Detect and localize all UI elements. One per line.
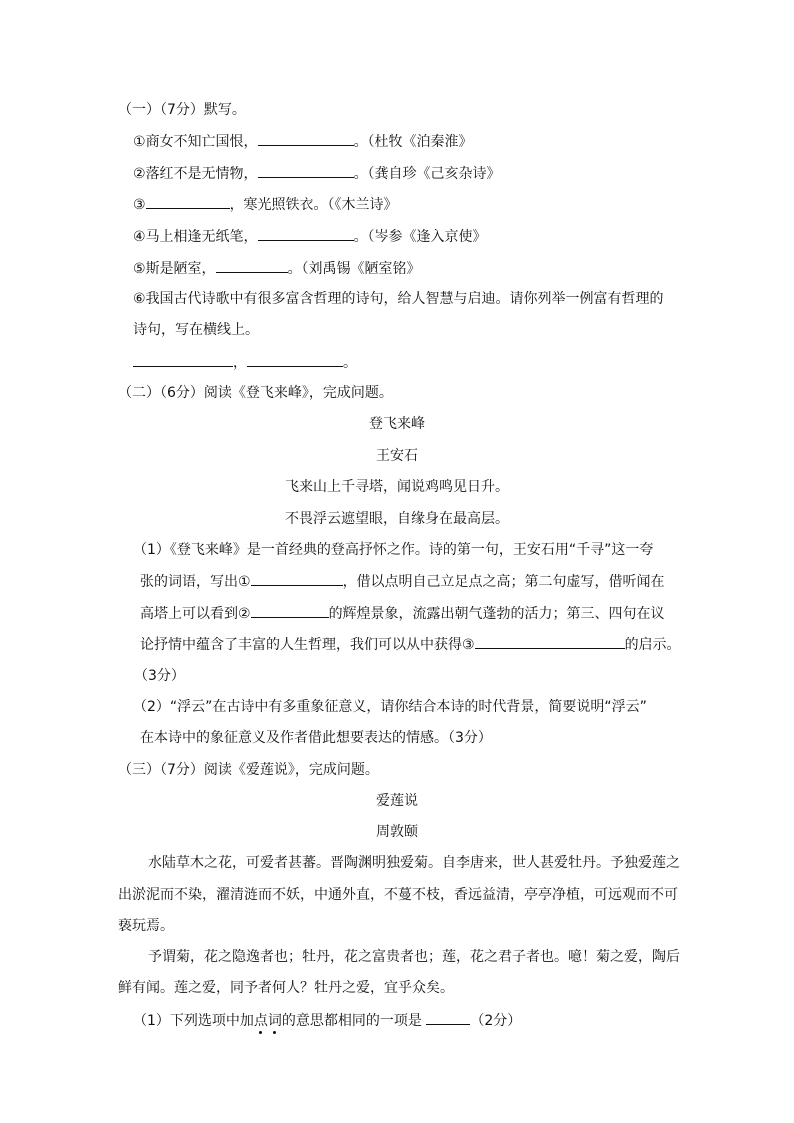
item-text-after: 。（杜牧《泊秦淮》 — [353, 134, 473, 150]
text: 的启示。 — [624, 637, 681, 653]
dictation-item-6 — [133, 289, 664, 309]
dotted-char: 点 — [253, 1013, 268, 1029]
answer-blank[interactable] — [133, 352, 233, 367]
item-text-before: 商女不知亡国恨， — [145, 134, 258, 150]
prose-paragraph-line: 予谓菊，花之隐逸者也；牡丹，花之富贵者也；莲，花之君子者也。噫！菊之爱，陶后 — [148, 949, 680, 965]
item-number: ② — [133, 166, 146, 182]
answer-blank[interactable] — [475, 634, 625, 649]
prose-paragraph-line: 水陆草木之花，可爱者甚蕃。晋陶渊明独爱菊。自李唐来，世人甚爱牡丹。予独爱莲之 — [148, 855, 680, 871]
item-number: ① — [133, 134, 146, 150]
dictation-item-5 — [133, 258, 421, 279]
answer-blank[interactable] — [251, 603, 329, 618]
dotted-char: 词 — [267, 1013, 282, 1029]
dictation-item-2 — [133, 163, 501, 184]
item-text-after: ，寒光照铁衣。（《木兰诗》 — [229, 197, 398, 213]
separator: ， — [233, 355, 247, 371]
dictation-item-6-line2: 诗句，写在横线上。 — [133, 322, 259, 338]
text: 论抒情中蕴含了丰富的人生哲理，我们可以从中获得 — [140, 637, 462, 653]
item-text: 我国古代诗歌中有很多富含哲理的诗句，给人智慧与启迪。请你列举一例富有哲理的 — [145, 291, 664, 307]
answer-blank[interactable] — [247, 352, 343, 367]
item-text-before: 落红不是无情物， — [145, 166, 258, 182]
answer-blank[interactable] — [146, 194, 230, 209]
answer-blank[interactable] — [258, 131, 354, 146]
section3-heading: （三）（7分）阅读《爱莲说》，完成问题。 — [118, 762, 379, 778]
poem-line: 不畏浮云遮望眼，自缘身在最高层。 — [285, 511, 509, 527]
blank-number: ③ — [462, 637, 475, 653]
dictation-item-4 — [133, 226, 487, 247]
dictation-item-3 — [133, 194, 398, 215]
poem-line: 飞来山上千寻塔，闻说鸡鸣见日升。 — [285, 479, 509, 495]
text: 张的词语，写出 — [140, 574, 238, 590]
text: 的意思都相同的一项是 — [281, 1013, 422, 1029]
prose-author: 周敦颐 — [376, 824, 418, 840]
question-1-line — [140, 603, 665, 624]
item-text-before: 马上相逢无纸笔， — [145, 229, 258, 245]
dictation-item-6-answer — [133, 352, 357, 373]
answer-blank[interactable] — [426, 1010, 470, 1025]
text: ，借以点明自己立足点之高；第二句虚写，借听闻在 — [342, 574, 665, 590]
question-1-line: （1）《登飞来峰》是一首经典的登高抒怀之作。诗的第一句，王安石用“千寻”这一夸 — [133, 542, 654, 558]
item-text-after: 。（岑参《逢入京使》 — [353, 229, 487, 245]
prose-paragraph-line: 鲜有闻。莲之爱，同予者何人？牡丹之爱，宜乎众矣。 — [118, 980, 454, 996]
prose-paragraph-line: 出淤泥而不染，濯清涟而不妖，中通外直，不蔓不枝，香远益清，亭亭净植，可远观而不可 — [118, 887, 678, 903]
item-number: ⑤ — [133, 261, 146, 277]
poem-title: 登飞来峰 — [369, 416, 425, 432]
question-1-line — [140, 571, 665, 592]
dictation-item-1 — [133, 131, 473, 152]
item-number: ④ — [133, 229, 146, 245]
answer-blank[interactable] — [258, 163, 354, 178]
text: 的辉煌景象，流露出朝气蓬勃的活力；第三、四句在议 — [328, 606, 665, 622]
section2-heading: （二）（6分）阅读《登飞来峰》，完成问题。 — [118, 385, 393, 401]
item-number: ③ — [133, 197, 146, 213]
poem-author: 王安石 — [376, 448, 418, 464]
prose-title: 爱莲说 — [376, 793, 418, 809]
question-2-line: （2）“浮云”在古诗中有多重象征意义，请你结合本诗的时代背景，简要说明“浮云” — [133, 699, 647, 715]
blank-number: ② — [238, 606, 251, 622]
section3-question-1 — [133, 1010, 521, 1031]
question-1-line — [140, 634, 681, 655]
item-number: ⑥ — [133, 291, 146, 307]
section1-heading: （一）（7分）默写。 — [118, 102, 246, 118]
blank-number: ① — [238, 574, 251, 590]
score: （2分） — [470, 1013, 522, 1029]
item-text-after: 。（龚自珍《己亥杂诗》 — [353, 166, 501, 182]
question-1-score: （3分） — [134, 668, 185, 684]
prose-paragraph-line: 亵玩焉。 — [118, 918, 174, 934]
item-text-after: 。（刘禹锡《陋室铭》 — [287, 261, 421, 277]
text: （1）下列选项中加 — [133, 1013, 254, 1029]
answer-blank[interactable] — [251, 571, 343, 586]
end-mark: 。 — [343, 355, 357, 371]
item-text-before: 斯是陋室， — [145, 261, 216, 277]
answer-blank[interactable] — [216, 258, 288, 273]
answer-blank[interactable] — [258, 226, 354, 241]
question-2-line: 在本诗中的象征意义及作者借此想要表达的情感。（3分） — [140, 730, 492, 746]
text: 高塔上可以看到 — [140, 606, 238, 622]
